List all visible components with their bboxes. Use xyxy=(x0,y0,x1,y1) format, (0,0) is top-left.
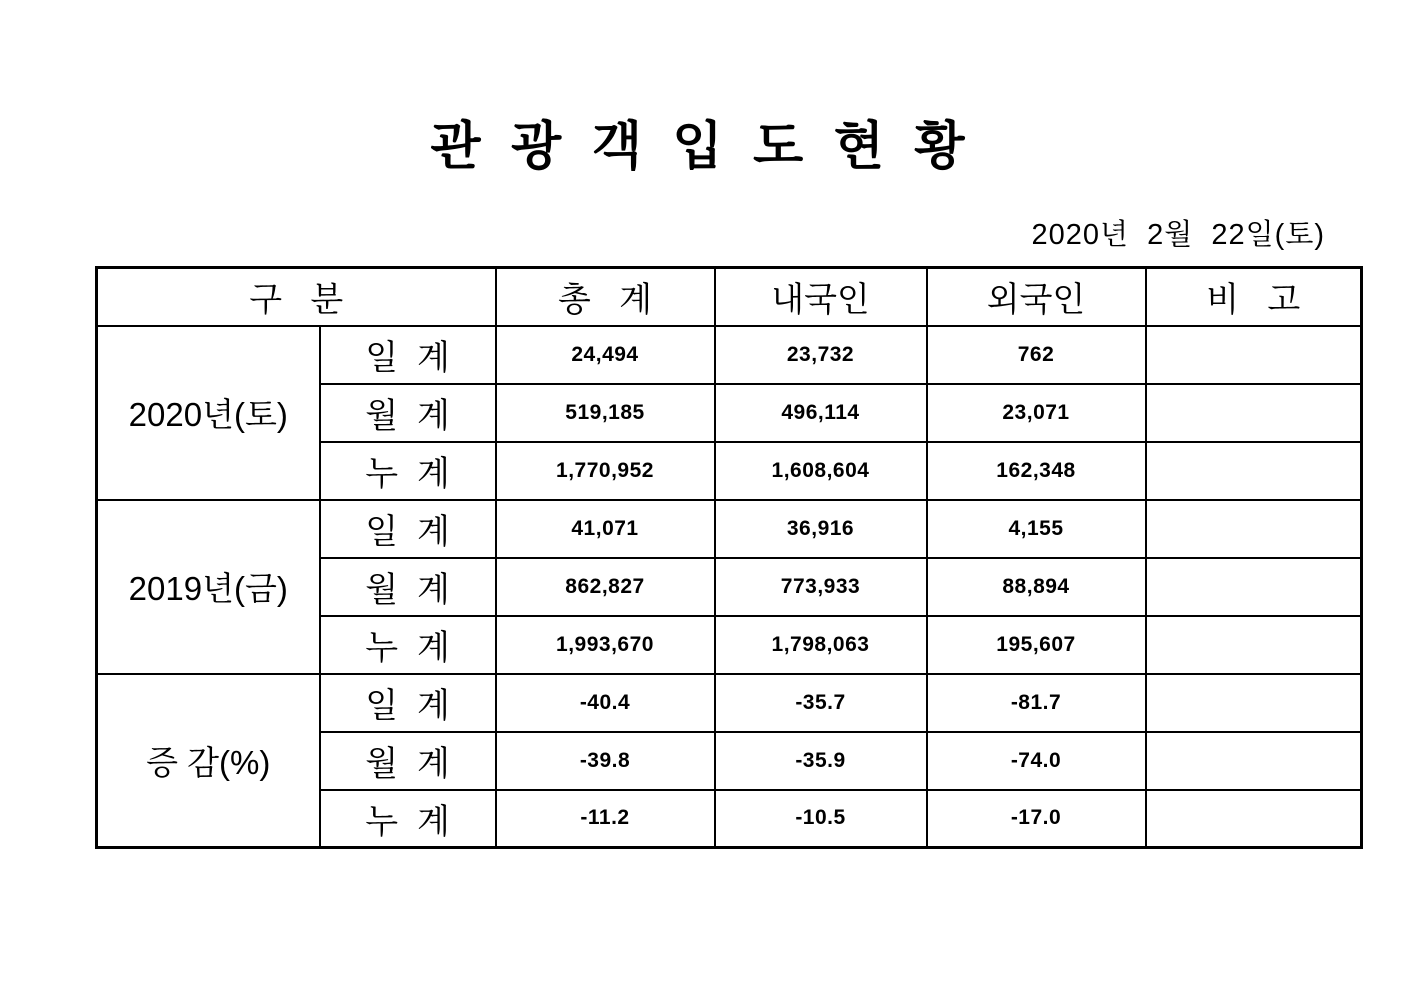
foreign-value: 762 xyxy=(927,326,1146,384)
domestic-value: 1,798,063 xyxy=(715,616,927,674)
tourist-arrivals-table xyxy=(95,266,1363,849)
remarks-cell xyxy=(1146,500,1362,558)
foreign-value: -74.0 xyxy=(927,732,1146,790)
row-type-label: 누 계 xyxy=(320,442,496,500)
foreign-value: 162,348 xyxy=(927,442,1146,500)
header-remarks: 비 고 xyxy=(1146,268,1362,326)
remarks-cell xyxy=(1146,732,1362,790)
row-type-label: 일 계 xyxy=(320,326,496,384)
remarks-cell xyxy=(1146,326,1362,384)
foreign-value: 23,071 xyxy=(927,384,1146,442)
foreign-value: 4,155 xyxy=(927,500,1146,558)
foreign-value: -17.0 xyxy=(927,790,1146,848)
remarks-cell xyxy=(1146,616,1362,674)
header-domestic: 내국인 xyxy=(715,268,927,326)
table-row xyxy=(97,674,1362,732)
total-value: 41,071 xyxy=(496,500,715,558)
remarks-cell xyxy=(1146,442,1362,500)
remarks-cell xyxy=(1146,674,1362,732)
domestic-value: 773,933 xyxy=(715,558,927,616)
remarks-cell xyxy=(1146,384,1362,442)
row-type-label: 월 계 xyxy=(320,558,496,616)
report-date: 2020년 2월 22일(토) xyxy=(1031,219,1325,251)
row-type-label: 월 계 xyxy=(320,384,496,442)
remarks-cell xyxy=(1146,790,1362,848)
foreign-value: 195,607 xyxy=(927,616,1146,674)
row-type-label: 월 계 xyxy=(320,732,496,790)
row-type-label: 일 계 xyxy=(320,500,496,558)
row-type-label: 누 계 xyxy=(320,790,496,848)
foreign-value: 88,894 xyxy=(927,558,1146,616)
domestic-value: -10.5 xyxy=(715,790,927,848)
domestic-value: -35.9 xyxy=(715,732,927,790)
foreign-value: -81.7 xyxy=(927,674,1146,732)
total-value: 24,494 xyxy=(496,326,715,384)
header-foreign: 외국인 xyxy=(927,268,1146,326)
domestic-value: 496,114 xyxy=(715,384,927,442)
total-value: 862,827 xyxy=(496,558,715,616)
table-row xyxy=(97,326,1362,384)
total-value: 519,185 xyxy=(496,384,715,442)
group-label-change: 증 감(%) xyxy=(97,674,320,848)
row-type-label: 누 계 xyxy=(320,616,496,674)
domestic-value: 1,608,604 xyxy=(715,442,927,500)
header-total: 총 계 xyxy=(496,268,715,326)
group-label-2020: 2020년(토) xyxy=(97,326,320,500)
header-category: 구 분 xyxy=(97,268,496,326)
page-title: 관 광 객 입 도 현 황 xyxy=(430,118,973,176)
domestic-value: 36,916 xyxy=(715,500,927,558)
table-header-row xyxy=(97,268,1362,326)
domestic-value: 23,732 xyxy=(715,326,927,384)
total-value: 1,993,670 xyxy=(496,616,715,674)
total-value: -11.2 xyxy=(496,790,715,848)
row-type-label: 일 계 xyxy=(320,674,496,732)
domestic-value: -35.7 xyxy=(715,674,927,732)
total-value: -39.8 xyxy=(496,732,715,790)
group-label-2019: 2019년(금) xyxy=(97,500,320,674)
total-value: 1,770,952 xyxy=(496,442,715,500)
total-value: -40.4 xyxy=(496,674,715,732)
remarks-cell xyxy=(1146,558,1362,616)
table-row xyxy=(97,500,1362,558)
